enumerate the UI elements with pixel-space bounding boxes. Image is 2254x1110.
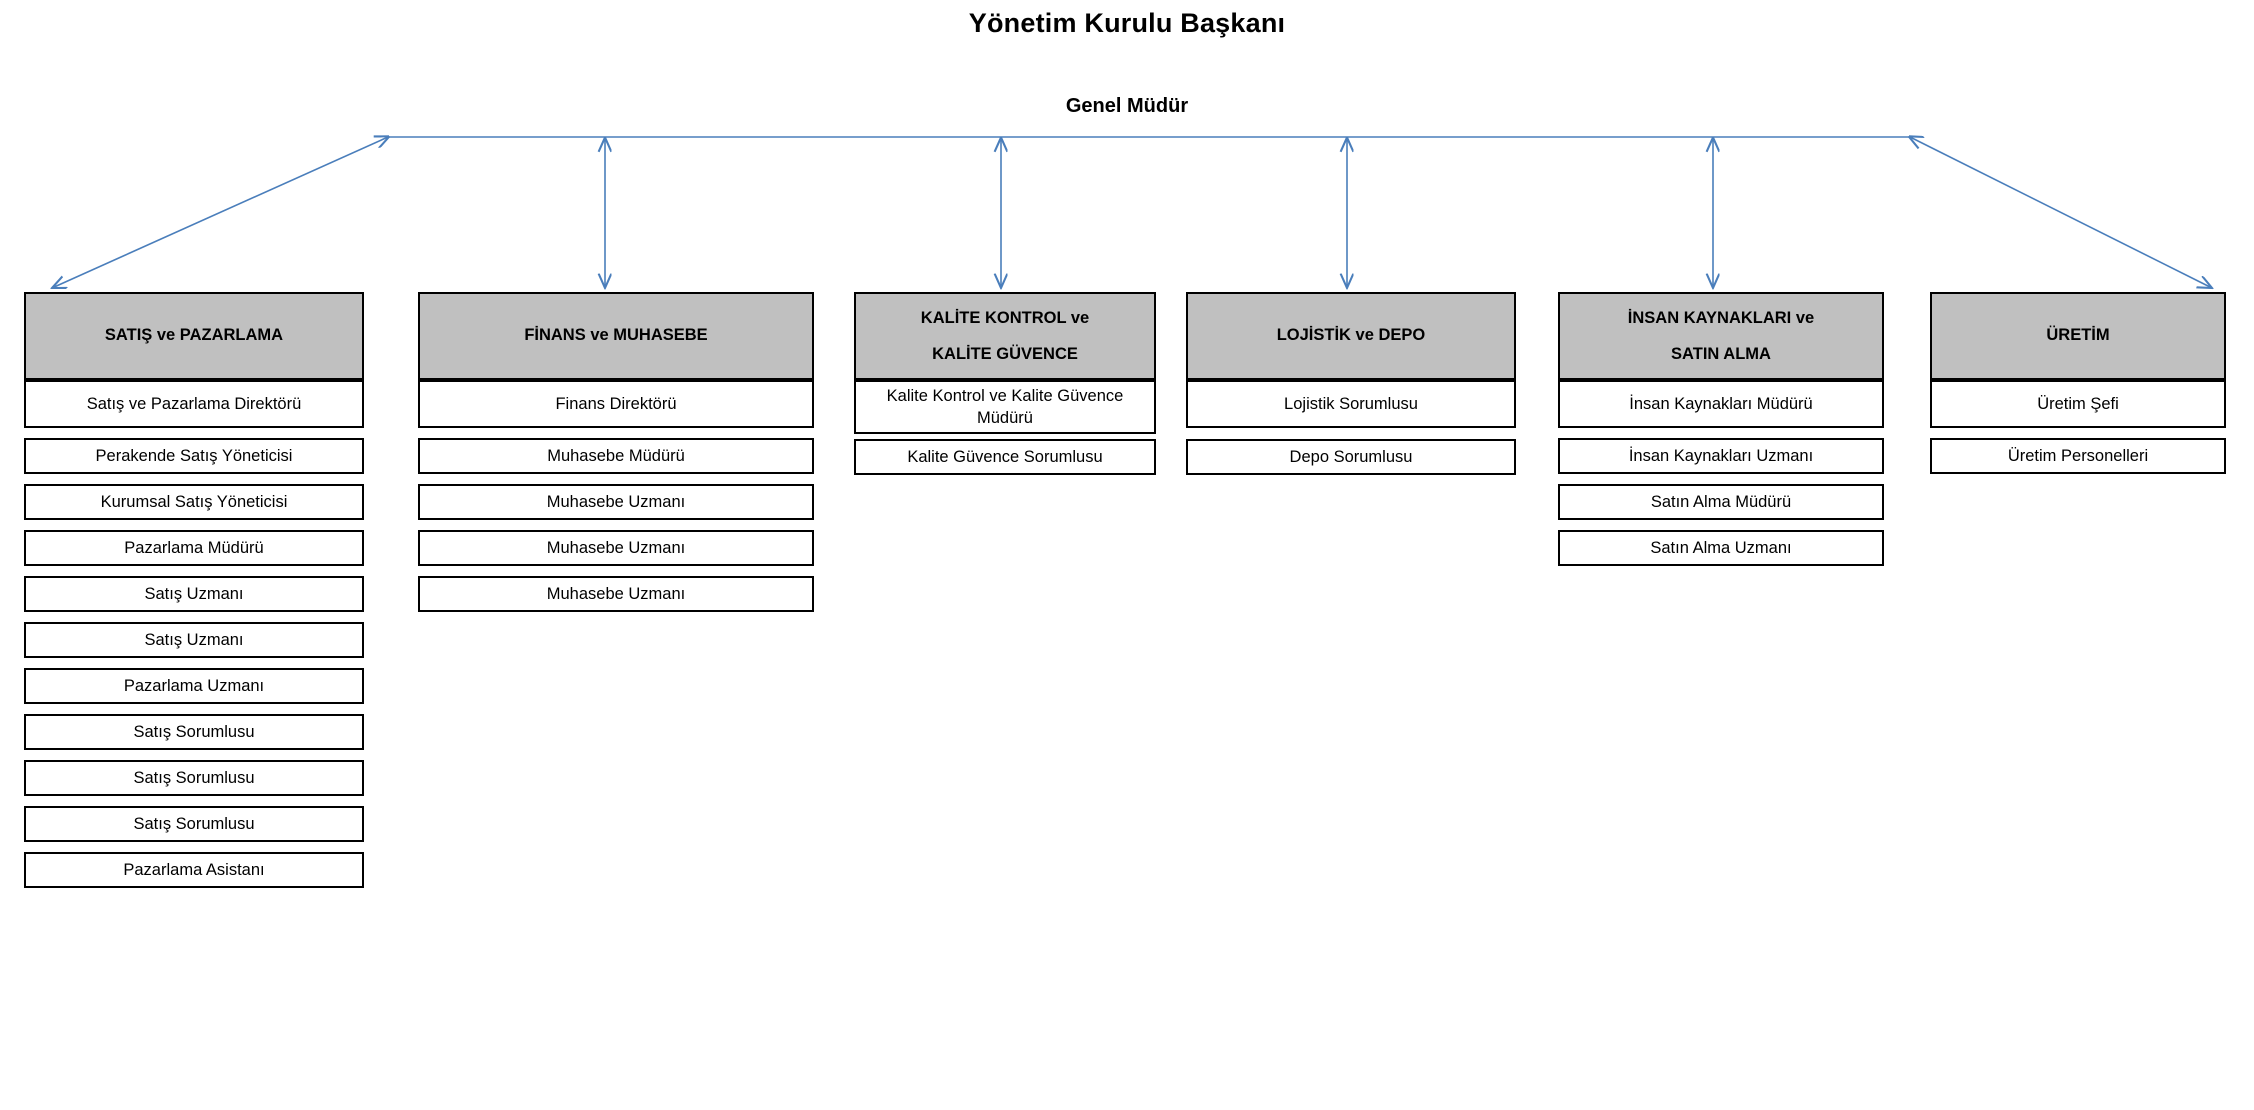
department-header-line: SATIŞ ve PAZARLAMA <box>104 326 284 345</box>
org-node[interactable]: Perakende Satış Yöneticisi <box>24 438 364 474</box>
department-column-satis-ve-pazarlama <box>24 292 364 888</box>
org-node[interactable]: Pazarlama Asistanı <box>24 852 364 888</box>
org-node[interactable]: Üretim Şefi <box>1930 380 2226 428</box>
org-node[interactable]: Satış Sorumlusu <box>24 806 364 842</box>
org-node[interactable]: Kalite Kontrol ve Kalite Güvence Müdürü <box>854 380 1156 434</box>
department-header-uretim[interactable] <box>1930 292 2226 380</box>
org-node[interactable]: Depo Sorumlusu <box>1186 439 1516 475</box>
department-header-insan-kaynaklari-ve-satin-alma[interactable] <box>1558 292 1884 380</box>
department-header-line: ÜRETİM <box>2046 326 2110 345</box>
department-header-line: KALİTE GÜVENCE <box>932 345 1078 363</box>
department-column-insan-kaynaklari-ve-satin-alma <box>1558 292 1884 566</box>
org-node[interactable]: Muhasebe Uzmanı <box>418 484 814 520</box>
department-header-line: LOJİSTİK ve DEPO <box>1276 326 1426 345</box>
page-title: Yönetim Kurulu Başkanı <box>968 8 1286 38</box>
org-node[interactable]: Muhasebe Müdürü <box>418 438 814 474</box>
org-node[interactable]: Satış ve Pazarlama Direktörü <box>24 380 364 428</box>
org-node[interactable]: İnsan Kaynakları Müdürü <box>1558 380 1884 428</box>
department-column-uretim <box>1930 292 2226 474</box>
department-header-satis-ve-pazarlama[interactable] <box>24 292 364 380</box>
org-node[interactable]: Satın Alma Müdürü <box>1558 484 1884 520</box>
department-column-kalite-kontrol-ve-kalite-guvence <box>854 292 1156 475</box>
org-node[interactable]: Muhasebe Uzmanı <box>418 576 814 612</box>
org-node[interactable]: Finans Direktörü <box>418 380 814 428</box>
org-node[interactable]: Üretim Personelleri <box>1930 438 2226 474</box>
org-node[interactable]: Satış Sorumlusu <box>24 714 364 750</box>
org-node[interactable]: Satış Sorumlusu <box>24 760 364 796</box>
department-column-lojistik-ve-depo <box>1186 292 1516 475</box>
department-header-line: İNSAN KAYNAKLARI ve <box>1627 308 1815 327</box>
org-node[interactable]: Satın Alma Uzmanı <box>1558 530 1884 566</box>
department-header-line: FİNANS ve MUHASEBE <box>524 326 708 345</box>
department-header-line: SATIN ALMA <box>1671 345 1771 363</box>
department-column-finans-ve-muhasebe <box>418 292 814 612</box>
org-node[interactable]: Kalite Güvence Sorumlusu <box>854 439 1156 475</box>
subtitle-genel-mudur: Genel Müdür <box>1065 95 1189 117</box>
org-node[interactable]: Satış Uzmanı <box>24 576 364 612</box>
org-node[interactable]: Pazarlama Müdürü <box>24 530 364 566</box>
org-node[interactable]: Pazarlama Uzmanı <box>24 668 364 704</box>
department-header-lojistik-ve-depo[interactable] <box>1186 292 1516 380</box>
department-header-line: KALİTE KONTROL ve <box>920 308 1090 327</box>
org-node[interactable]: Lojistik Sorumlusu <box>1186 380 1516 428</box>
department-header-kalite-kontrol-ve-kalite-guvence[interactable] <box>854 292 1156 380</box>
department-columns <box>0 292 2254 1092</box>
org-node[interactable]: Kurumsal Satış Yöneticisi <box>24 484 364 520</box>
org-node[interactable]: Muhasebe Uzmanı <box>418 530 814 566</box>
department-header-finans-ve-muhasebe[interactable] <box>418 292 814 380</box>
org-node[interactable]: Satış Uzmanı <box>24 622 364 658</box>
org-node[interactable]: İnsan Kaynakları Uzmanı <box>1558 438 1884 474</box>
